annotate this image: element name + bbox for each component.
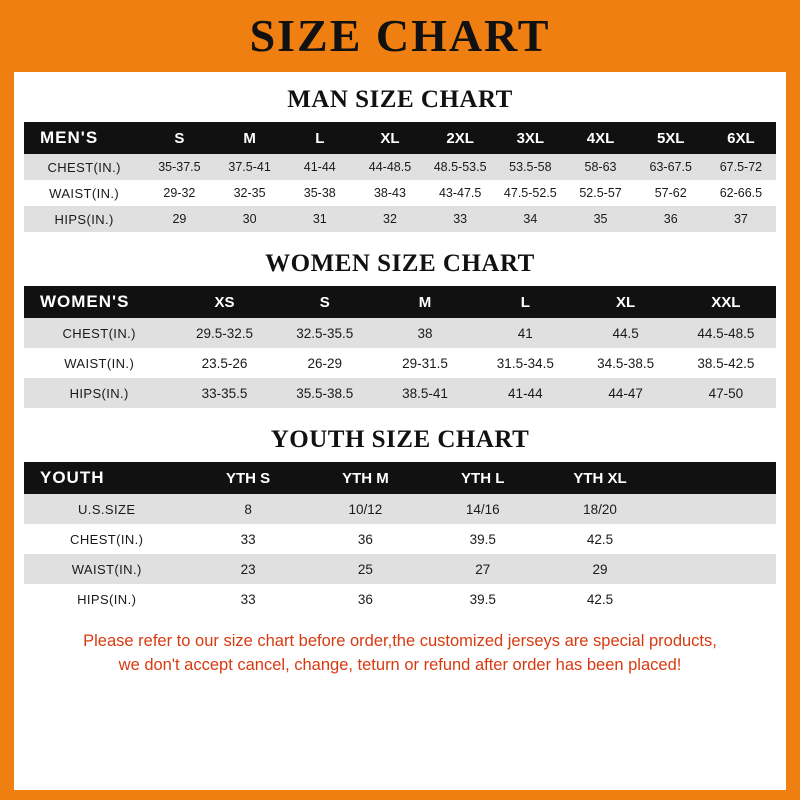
cell: 32.5-35.5 (296, 325, 354, 341)
women-header-cell: XL (616, 293, 636, 311)
men-table-head (24, 122, 776, 154)
cell: 37.5-41 (228, 160, 271, 174)
women-header-cell: L (520, 293, 530, 311)
youth-section-title: YOUTH SIZE CHART (270, 426, 530, 453)
cell: 41-44 (508, 385, 543, 401)
cell: 38-43 (373, 186, 406, 200)
row-label: HIPS(IN.) (69, 385, 129, 401)
cell (659, 584, 776, 614)
cell: 14/16 (465, 501, 500, 517)
content (14, 86, 786, 678)
youth-header-cell: YTH S (226, 469, 271, 487)
table-row (24, 206, 776, 232)
cell: 29 (592, 561, 608, 577)
cell: 36 (663, 212, 678, 226)
cell: 35-37.5 (158, 160, 201, 174)
cell: 33 (453, 212, 468, 226)
cell: 29 (172, 212, 187, 226)
women-header-label: WOMEN'S (40, 292, 130, 311)
cell: 48.5-53.5 (433, 160, 487, 174)
cell: 39.5 (469, 531, 496, 547)
cell: 10/12 (348, 501, 383, 517)
men-header-cell: M (243, 129, 256, 147)
cell: 44.5 (612, 325, 639, 341)
cell: 53.5-58 (509, 160, 552, 174)
men-size-table (24, 122, 776, 232)
row-label: CHEST(IN.) (70, 531, 144, 547)
women-table-body (24, 318, 776, 408)
men-header-cell: 2XL (446, 129, 474, 147)
youth-table-body (24, 494, 776, 614)
cell: 34 (523, 212, 538, 226)
men-table-body (24, 154, 776, 232)
cell: 47.5-52.5 (503, 186, 557, 200)
youth-table-head (24, 462, 776, 494)
women-header-cell: M (418, 293, 432, 311)
cell: 41-44 (303, 160, 336, 174)
row-label: CHEST(IN.) (62, 325, 136, 341)
women-table-head (24, 286, 776, 318)
cell: 57-62 (654, 186, 687, 200)
cell: 35.5-38.5 (296, 385, 354, 401)
youth-header-cell: YTH M (342, 469, 389, 487)
cell: 44-47 (608, 385, 643, 401)
cell: 33 (240, 531, 256, 547)
cell: 23 (240, 561, 256, 577)
youth-size-table (24, 462, 776, 614)
row-label: U.S.SIZE (78, 501, 136, 517)
cell: 31.5-34.5 (496, 355, 554, 371)
women-size-table (24, 286, 776, 408)
cell: 35 (593, 212, 608, 226)
cell: 38.5-41 (402, 385, 448, 401)
cell: 47-50 (708, 385, 744, 401)
men-section-title: MAN SIZE CHART (287, 86, 513, 113)
men-header-label: MEN'S (40, 128, 99, 147)
cell: 32-35 (233, 186, 266, 200)
banner (0, 0, 800, 72)
men-header-cell: 5XL (656, 129, 685, 147)
cell (659, 554, 776, 584)
row-label: WAIST(IN.) (71, 561, 142, 577)
bottom-accent-bar (0, 790, 800, 800)
cell: 8 (244, 501, 252, 517)
men-header-cell: XL (380, 129, 400, 147)
cell: 44.5-48.5 (697, 325, 755, 341)
cell: 32 (383, 212, 397, 226)
cell: 58-63 (584, 160, 617, 174)
cell: 25 (357, 561, 373, 577)
cell: 52.5-57 (579, 186, 622, 200)
table-row (24, 584, 776, 614)
cell: 42.5 (586, 591, 614, 607)
cell: 67.5-72 (719, 160, 763, 174)
cell (659, 494, 776, 524)
cell: 42.5 (586, 531, 614, 547)
cell (659, 524, 776, 554)
table-row (24, 378, 776, 408)
men-header-cell: 6XL (727, 129, 755, 147)
cell: 33 (240, 591, 256, 607)
youth-header-cell: YTH XL (573, 469, 627, 487)
cell: 63-67.5 (649, 160, 692, 174)
cell: 35-38 (303, 186, 336, 200)
footnote (24, 630, 776, 678)
women-header-cell: XS (214, 293, 235, 311)
cell: 29-32 (163, 186, 196, 200)
table-row (24, 348, 776, 378)
table-row (24, 154, 776, 180)
youth-header-cell (659, 462, 776, 494)
table-row (24, 318, 776, 348)
cell: 34.5-38.5 (597, 355, 655, 371)
table-header-row (24, 462, 776, 494)
row-label: WAIST(IN.) (64, 355, 135, 371)
row-label: CHEST(IN.) (47, 159, 121, 175)
footnote-line-2: we don't accept cancel, change, teturn or refund after order has been placed! (118, 655, 682, 674)
men-header-cell: L (315, 129, 325, 147)
cell: 44-48.5 (368, 160, 412, 174)
cell: 29-31.5 (402, 355, 448, 371)
table-header-row (24, 122, 776, 154)
table-row (24, 494, 776, 524)
table-row (24, 554, 776, 584)
cell: 30 (242, 212, 257, 226)
men-header-cell: S (174, 129, 185, 147)
cell: 18/20 (583, 501, 617, 517)
youth-header-label: YOUTH (40, 468, 105, 487)
cell: 26-29 (307, 355, 343, 371)
row-label: WAIST(IN.) (49, 185, 120, 201)
women-header-cell: S (319, 293, 330, 311)
table-row (24, 524, 776, 554)
page-title: SIZE CHART (249, 10, 551, 61)
men-header-cell: 3XL (516, 129, 545, 147)
cell: 36 (357, 591, 373, 607)
women-section-title: WOMEN SIZE CHART (265, 250, 535, 277)
cell: 36 (357, 531, 373, 547)
cell: 39.5 (469, 591, 496, 607)
cell: 33-35.5 (201, 385, 248, 401)
women-header-cell: XXL (711, 293, 741, 311)
cell: 29.5-32.5 (196, 325, 254, 341)
youth-header-cell: YTH L (461, 469, 505, 487)
row-label: HIPS(IN.) (54, 211, 114, 227)
table-header-row (24, 286, 776, 318)
footnote-line-1: Please refer to our size chart before order,the customized jerseys are special products, (83, 632, 717, 650)
cell: 41 (517, 325, 533, 341)
row-label: HIPS(IN.) (77, 591, 137, 607)
cell: 38 (417, 325, 433, 341)
cell: 31 (312, 212, 327, 226)
cell: 38.5-42.5 (697, 355, 755, 371)
men-header-cell: 4XL (586, 129, 615, 147)
cell: 23.5-26 (201, 355, 248, 371)
table-row (24, 180, 776, 206)
cell: 62-66.5 (719, 186, 763, 200)
cell: 43-47.5 (438, 186, 482, 200)
cell: 37 (733, 212, 748, 226)
cell: 27 (475, 561, 491, 577)
